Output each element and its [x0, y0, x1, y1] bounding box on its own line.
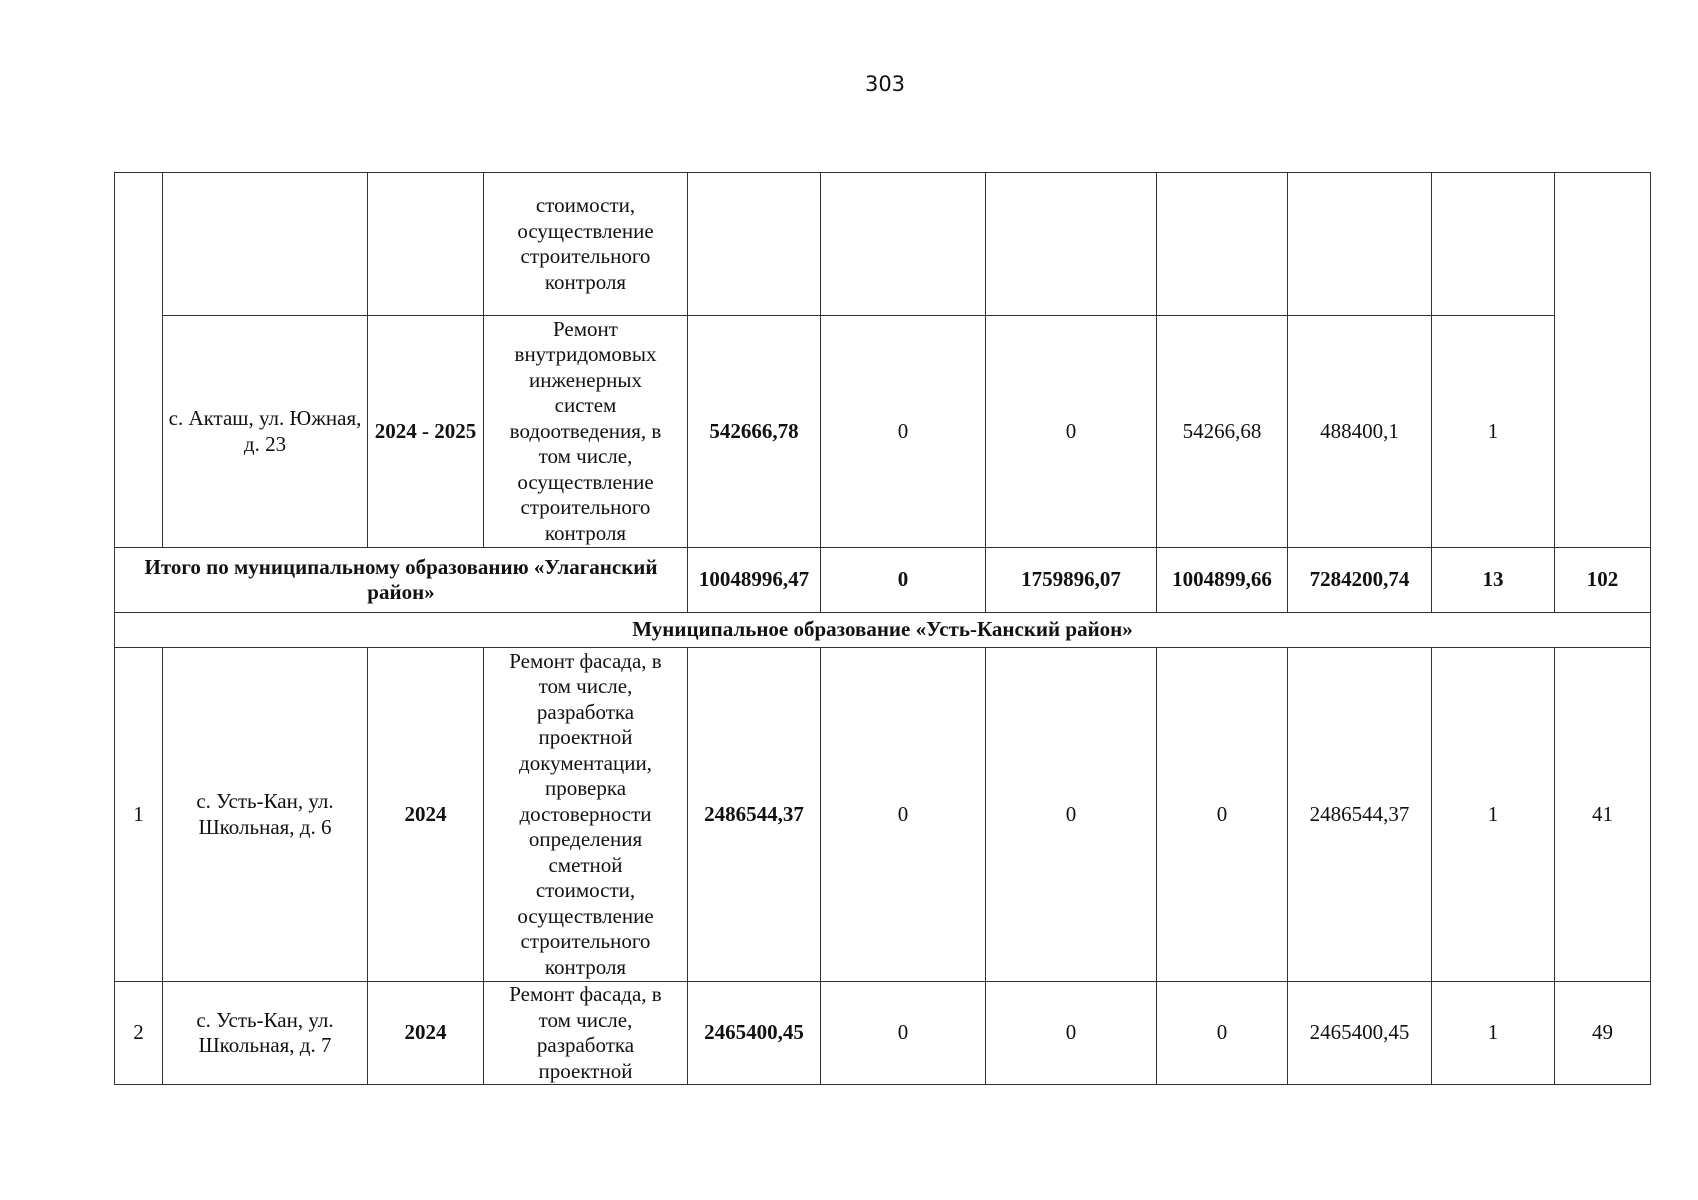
work-line: осуществление: [517, 469, 654, 494]
page-number: 303: [864, 72, 906, 96]
count-cell: 1: [1432, 648, 1555, 982]
count-cell: 1: [1432, 316, 1555, 548]
cost-cell: 54266,68: [1157, 316, 1288, 548]
work-line: документации,: [519, 750, 652, 775]
cost-cell: [821, 173, 986, 316]
cost-cell: 7284200,74: [1288, 548, 1432, 613]
years-cell: [368, 173, 484, 316]
cost-cell: 1004899,66: [1157, 548, 1288, 613]
work-line: стоимости,: [535, 878, 636, 903]
count-cell: [1432, 173, 1555, 316]
total-cost-cell: [688, 173, 821, 316]
cost-cell: 0: [821, 316, 986, 548]
count-cell: 13: [1432, 548, 1555, 613]
years-cell: 2024: [368, 982, 484, 1085]
work-line: проектной: [538, 725, 633, 750]
work-line: проверка: [544, 776, 627, 801]
cost-cell: 1759896,07: [986, 548, 1157, 613]
total-cost-cell: 2465400,45: [688, 982, 821, 1085]
number-cell: [115, 173, 163, 548]
work-line: инженерных: [529, 367, 642, 392]
table-row: [115, 982, 1651, 1085]
address-cell: с. Акташ, ул. Южная, д. 23: [163, 316, 368, 548]
cost-cell: 0: [821, 648, 986, 982]
work-line: определения: [528, 827, 643, 852]
work-line: том числе,: [538, 674, 633, 699]
table-row: [115, 648, 1651, 982]
cost-cell: 2486544,37: [1288, 648, 1432, 982]
table-row: [115, 173, 1651, 316]
work-line: контроля: [544, 520, 627, 545]
work-line: контроля: [544, 954, 627, 979]
cost-cell: 0: [1157, 648, 1288, 982]
work-line: систем: [554, 393, 617, 418]
address-cell: с. Усть-Кан, ул. Школьная, д. 7: [163, 982, 368, 1085]
number-cell: 2: [115, 982, 163, 1085]
total-cost-cell: 10048996,47: [688, 548, 821, 613]
work-line: строительного: [520, 244, 651, 268]
cost-cell: 0: [986, 316, 1157, 548]
total-cost-cell: 2486544,37: [688, 648, 821, 982]
cost-cell: [1288, 173, 1432, 316]
residents-cell: 41: [1555, 648, 1651, 982]
work-line: том числе,: [538, 444, 633, 469]
subtotal-label: Итого по муниципальному образованию «Улаганский район»: [115, 548, 688, 613]
work-line: контроля: [544, 269, 627, 294]
work-line: Ремонт: [553, 316, 618, 341]
work-line: сметной: [548, 852, 623, 877]
cost-cell: 0: [1157, 982, 1288, 1085]
cost-cell: [1157, 173, 1288, 316]
work-line: строительного: [520, 495, 651, 520]
count-cell: 1: [1432, 982, 1555, 1085]
cost-cell: [986, 173, 1157, 316]
work-line: том числе,: [538, 1007, 633, 1032]
residents-cell: 49: [1555, 982, 1651, 1085]
work-type-cell: [484, 316, 688, 548]
work-line: достоверности: [519, 801, 652, 826]
work-line: внутридомовых: [514, 342, 657, 367]
work-line: Ремонт фасада, в: [509, 648, 662, 673]
work-type-cell: [484, 648, 688, 982]
work-line: проектной: [538, 1058, 633, 1083]
cost-cell: 0: [821, 982, 986, 1085]
work-line: строительного: [520, 929, 651, 954]
work-type-cell: [484, 982, 688, 1085]
work-line: осуществление: [517, 218, 654, 243]
section-header-row: [115, 613, 1651, 648]
work-line: разработка: [536, 699, 635, 724]
years-cell: 2024 - 2025: [368, 316, 484, 548]
work-line: стоимости,: [535, 193, 636, 217]
cost-cell: 0: [986, 648, 1157, 982]
residents-cell: 102: [1555, 548, 1651, 613]
repair-schedule-table: [114, 172, 1651, 1085]
work-line: разработка: [536, 1033, 635, 1057]
section-header: Муниципальное образование «Усть-Канский район»: [115, 613, 1651, 648]
cost-cell: 0: [986, 982, 1157, 1085]
table-row: [115, 316, 1651, 548]
address-cell: с. Усть-Кан, ул. Школьная, д. 6: [163, 648, 368, 982]
number-cell: 1: [115, 648, 163, 982]
cost-cell: 2465400,45: [1288, 982, 1432, 1085]
work-type-cell: [484, 173, 688, 316]
cost-cell: 0: [821, 548, 986, 613]
subtotal-row: [115, 548, 1651, 613]
years-cell: 2024: [368, 648, 484, 982]
cost-cell: 488400,1: [1288, 316, 1432, 548]
work-line: Ремонт фасада, в: [509, 982, 662, 1006]
work-line: водоотведения, в: [509, 418, 662, 443]
residents-cell: [1555, 173, 1651, 548]
total-cost-cell: 542666,78: [688, 316, 821, 548]
work-line: осуществление: [517, 903, 654, 928]
address-cell: [163, 173, 368, 316]
